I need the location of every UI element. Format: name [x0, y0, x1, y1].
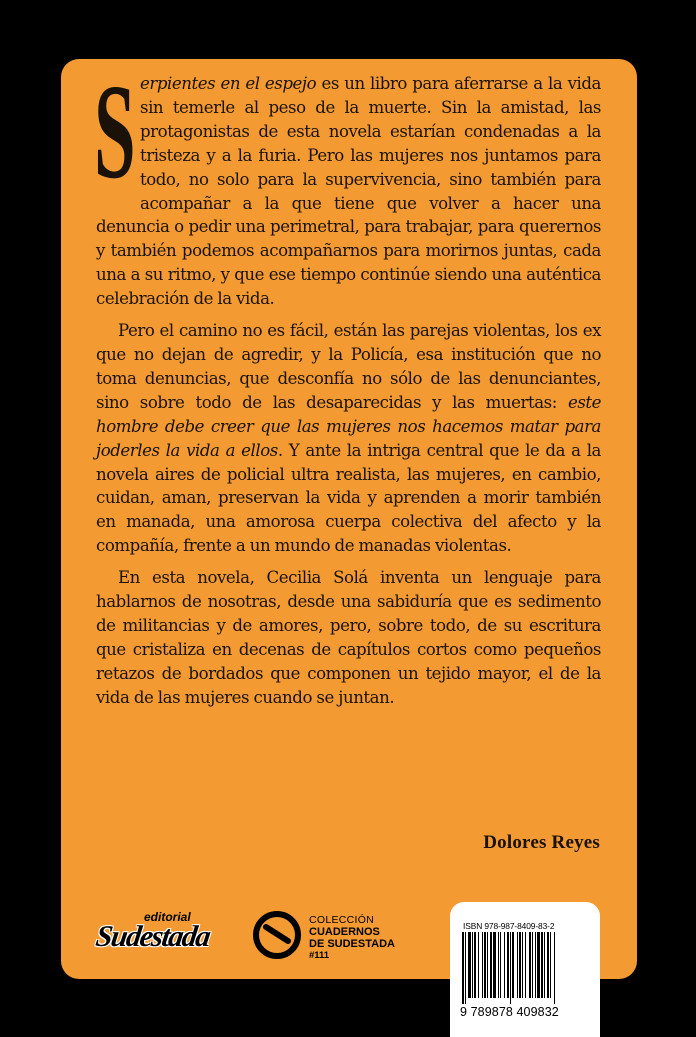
collection-number: #111 — [309, 950, 330, 961]
barcode-bar — [504, 932, 505, 998]
barcode-bar — [547, 932, 549, 998]
barcode-bar — [498, 932, 499, 998]
barcode-bar — [525, 932, 526, 998]
barcode-bar — [550, 932, 551, 998]
synopsis-text — [94, 57, 601, 718]
barcode-bar — [532, 932, 533, 998]
barcode-bar — [500, 932, 501, 998]
barcode-bar — [484, 932, 486, 998]
book-title-italic: erpientes en el espejo — [140, 74, 317, 93]
barcode-bar — [537, 932, 540, 998]
publisher-name: Sudestada — [93, 920, 212, 953]
barcode-bar — [512, 932, 514, 998]
barcode-bar — [468, 932, 471, 998]
drop-cap: S — [94, 57, 136, 207]
barcode-bar — [472, 932, 473, 998]
barcode-bar — [541, 932, 543, 998]
paragraph-2-quote: este hombre debe creer que las mujeres nos hacemos matar para joderles la vida a ellos — [96, 392, 601, 460]
collection-line-2: DE SUDESTADA — [309, 938, 395, 950]
barcode-bar — [535, 932, 536, 998]
publisher-logo — [93, 910, 216, 960]
barcode-area — [450, 902, 600, 1037]
barcode-bar — [522, 932, 523, 998]
barcode-bar — [544, 932, 545, 998]
barcode-bar — [474, 932, 476, 998]
barcode-bar — [554, 932, 555, 1004]
barcode-bars — [460, 932, 590, 1004]
paragraph-1 — [94, 57, 601, 311]
barcode-bar — [478, 932, 479, 998]
paragraph-2-text-b: . Y ante la intriga central que le da a la novela aires de policial ultra realista, las mujeres, en cambio, cuidan, aman, preservan la vida y aprenden a morir también en manada, una amorosa cuerpa colectiva del afecto y la compañía, frente a un mundo de manadas violentas. — [96, 440, 601, 556]
collection-label — [309, 914, 395, 962]
barcode-bar — [490, 932, 492, 998]
paragraph-2-text-a: Pero el camino no es fácil, están las parejas violentas, los ex que no dejan de agredir, y la Policía, esa institución que no toma denuncias, que desconfía no sólo de las denunciantes, sino sobre todo de las desaparecidas y las muertas: — [96, 321, 601, 412]
barcode-bar — [493, 932, 496, 998]
barcode-bar — [462, 932, 464, 1004]
barcode-bar — [519, 932, 521, 998]
publisher-prefix: editorial — [144, 910, 191, 924]
barcode-bar — [507, 932, 509, 998]
barcode-bar — [482, 932, 483, 998]
author-signature: Dolores Reyes — [483, 832, 600, 853]
barcode-bar — [487, 932, 488, 998]
paragraph-2 — [96, 319, 601, 558]
paragraph-3 — [96, 566, 601, 709]
barcode-digits: 9 789878 409832 — [460, 1005, 559, 1019]
collection-line-1: CUADERNOS — [309, 926, 380, 938]
barcode-bar — [529, 932, 531, 998]
barcode-bar — [517, 932, 518, 998]
collection-heading: COLECCIÓN — [309, 914, 375, 926]
paragraph-1-text: es un libro para aferrarse a la vida sin temerle al peso de la muerte. Sin la amistad, las protagonistas de esta novela estarían condenadas a la tristeza y a la furia. Pero las mujeres nos juntamos para todo, no solo para la supervivencia, sino también para acompañar a la que tiene que volver a hacer una denuncia o pedir una perimetral, para trabajar, para querernos y también podemos acompañarnos para morirnos juntas, cada una a su ritmo, y que ese tiempo continúe siendo una auténtica celebración de la vida. — [96, 74, 601, 309]
barcode-bar — [510, 932, 511, 1004]
collection-circle-icon — [253, 911, 301, 959]
barcode-bar — [465, 932, 466, 1004]
paragraph-3-text: En esta novela, Cecilia Solá inventa un lenguaje para hablarnos de nosotras, desde una sabiduría que es sedimento de militancias y de amores, pero, sobre todo, de su escritura que cristaliza en decenas de capítulos cortos como pequeños retazos de bordados que componen un tejido mayor, el de la vida de las mujeres cuando se juntan. — [96, 568, 601, 707]
isbn-label: ISBN 978-987-8409-83-2 — [463, 921, 555, 931]
